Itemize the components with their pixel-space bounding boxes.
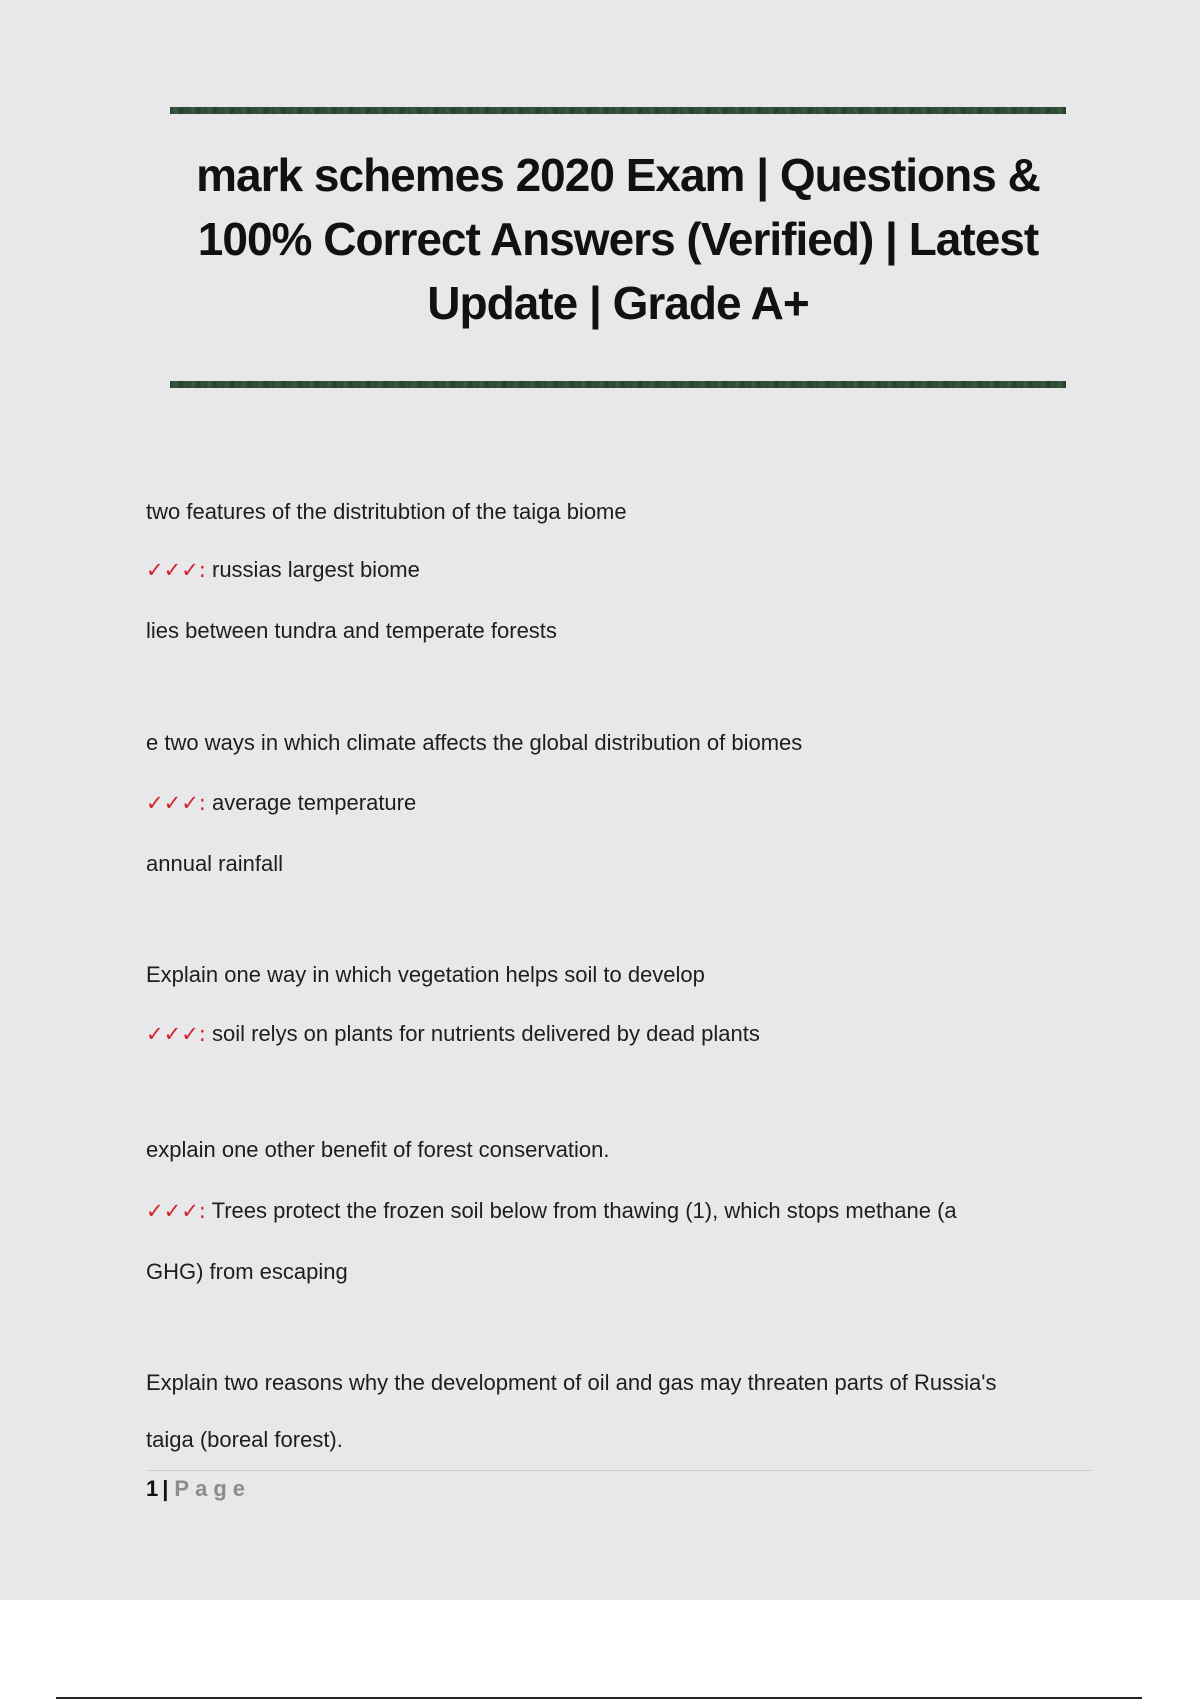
answer-continuation: GHG) from escaping <box>146 1259 348 1284</box>
title-top-rule <box>170 107 1066 114</box>
page-separator: | <box>162 1476 169 1501</box>
page-footer <box>146 1474 251 1504</box>
title-bottom-rule <box>170 381 1066 388</box>
bottom-divider <box>56 1697 1142 1699</box>
answer-first-line: soil relys on plants for nutrients delivered by dead plants <box>212 1021 760 1046</box>
question-text: two features of the distritubtion of the taiga biome <box>146 499 627 524</box>
answer-first-line: Trees protect the frozen soil below from thawing (1), which stops methane (a <box>211 1198 957 1223</box>
answer-text <box>146 1196 957 1226</box>
document-title: mark schemes 2020 Exam | Questions & 100% Correct Answers (Verified) | Latest Update | Grade A+ <box>196 149 1040 329</box>
answer-continuation: annual rainfall <box>146 851 283 876</box>
answer-text <box>146 555 420 585</box>
answer-continuation: lies between tundra and temperate forests <box>146 618 557 643</box>
check-marks-icon: ✓✓✓: <box>146 791 206 815</box>
question-text: Explain two reasons why the development of oil and gas may threaten parts of Russia's <box>146 1370 997 1395</box>
footer-divider <box>146 1470 1092 1471</box>
answer-first-line: average temperature <box>212 790 417 815</box>
question-text: Explain one way in which vegetation helps soil to develop <box>146 962 705 987</box>
question-text-continuation: taiga (boreal forest). <box>146 1427 343 1452</box>
question-text: e two ways in which climate affects the global distribution of biomes <box>146 730 803 755</box>
check-marks-icon: ✓✓✓: <box>146 1199 206 1223</box>
answer-text <box>146 788 416 818</box>
answer-text <box>146 1019 760 1049</box>
answer-first-line: russias largest biome <box>212 557 420 582</box>
page-number: 1 <box>146 1476 159 1501</box>
check-marks-icon: ✓✓✓: <box>146 1022 206 1046</box>
page-label: Page <box>174 1476 251 1501</box>
check-marks-icon: ✓✓✓: <box>146 558 206 582</box>
question-text: explain one other benefit of forest conservation. <box>146 1137 610 1162</box>
